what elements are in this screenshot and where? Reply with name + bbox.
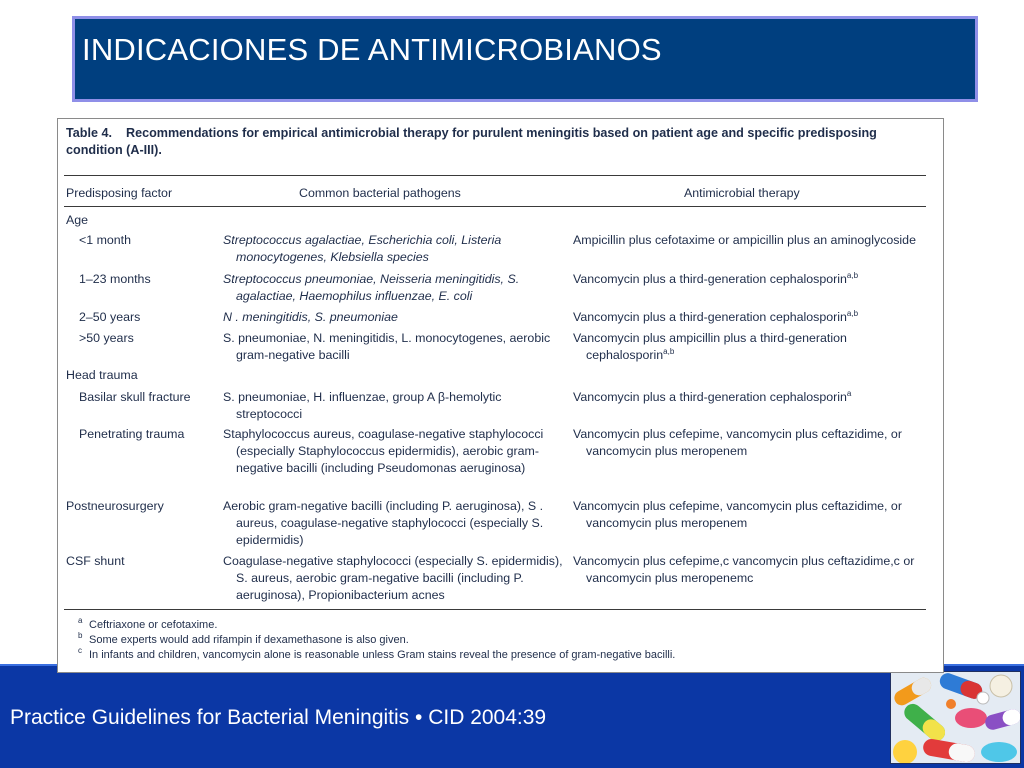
row-factor: Penetrating trauma [79, 427, 185, 441]
footnote: $^c$ In infants and children, vancomycin alone is reasonable unless Gram stains reveal the presence of gram-negative bacilli. [78, 646, 676, 661]
row-factor: Postneurosurgery [66, 499, 164, 513]
pills-illustration [891, 672, 1021, 764]
row-pathogens: Aerobic gram-negative bacilli (including P. aeruginosa), S . aureus, coagulase-negative staphylococci (especially S. epidermidis) [223, 499, 544, 547]
row-therapy: Vancomycin plus ampicillin plus a third-generation cephalosporin$^{a,b}$ [573, 331, 847, 362]
row-therapy: Vancomycin plus a third-generation cephalosporin$^{a,b}$ [573, 271, 859, 286]
guideline-table [57, 118, 944, 673]
row-factor: Basilar skull fracture [79, 390, 191, 404]
header-factor: Predisposing factor [66, 186, 173, 200]
header-pathogens: Common bacterial pathogens [299, 186, 461, 200]
rule-header [64, 206, 926, 207]
row-factor: <1 month [79, 233, 132, 247]
pills-image [890, 671, 1021, 764]
row-pathogens: Streptococcus agalactiae, Escherichia coli, Listeria monocytogenes, Klebsiella species [223, 233, 502, 264]
rule-top [64, 175, 926, 176]
table-caption [66, 125, 932, 159]
row-pathogens: S. pneumoniae, N. meningitidis, L. monocytogenes, aerobic gram-negative bacilli [223, 331, 551, 362]
group-head-trauma: Head trauma [66, 368, 138, 382]
row-pathogens: Streptococcus pneumoniae, Neisseria meningitidis, S. agalactiae, Haemophilus influenzae, E. coli [223, 272, 520, 303]
row-factor: CSF shunt [66, 554, 125, 568]
table-caption-text: Recommendations for empirical antimicrobial therapy for purulent meningitis based on patient age and specific predisposing condition (A-III). [66, 126, 877, 157]
slide-title: INDICACIONES DE ANTIMICROBIANOS [82, 32, 662, 67]
row-therapy: Vancomycin plus cefepime,c vancomycin plus ceftazidime,c or vancomycin plus meropenemc [573, 554, 915, 585]
row-therapy: Vancomycin plus a third-generation cephalosporin$^{a,b}$ [573, 309, 859, 324]
row-therapy: Vancomycin plus cefepime, vancomycin plus ceftazidime, or vancomycin plus meropenem [573, 427, 902, 458]
footer-citation: Practice Guidelines for Bacterial Meningitis • CID 2004:39 [10, 706, 547, 729]
row-factor: 1–23 months [79, 272, 151, 286]
row-pathogens: S. pneumoniae, H. influenzae, group A β-hemolytic streptococci [223, 390, 502, 421]
row-therapy: Vancomycin plus a third-generation cephalosporin$^a$ [573, 389, 852, 404]
footer-bar [0, 664, 1024, 768]
row-pathogens: Staphylococcus aureus, coagulase-negative staphylococci (especially Staphylococcus epidermidis), aerobic gram-negative bacilli (including Pseudomonas aeruginosa) [223, 427, 544, 475]
header-therapy: Antimicrobial therapy [684, 186, 800, 200]
table-number: Table 4. [66, 126, 112, 140]
row-therapy: Ampicillin plus cefotaxime or ampicillin plus an aminoglycoside [573, 233, 916, 247]
group-age: Age [66, 213, 89, 227]
row-therapy: Vancomycin plus cefepime, vancomycin plus ceftazidime, or vancomycin plus meropenem [573, 499, 902, 530]
row-pathogens: Coagulase-negative staphylococci (especially S. epidermidis), S. aureus, aerobic gram-negative bacilli (including P. aeruginosa), Propionibacterium acnes [223, 554, 563, 602]
row-factor: >50 years [79, 331, 134, 345]
footnote: $^b$ Some experts would add rifampin if dexamethasone is also given. [78, 631, 409, 646]
row-factor: 2–50 years [79, 310, 141, 324]
rule-bottom [64, 609, 926, 610]
footnote: $^a$ Ceftriaxone or cefotaxime. [78, 616, 218, 631]
row-pathogens: N . meningitidis, S. pneumoniae [223, 310, 398, 324]
